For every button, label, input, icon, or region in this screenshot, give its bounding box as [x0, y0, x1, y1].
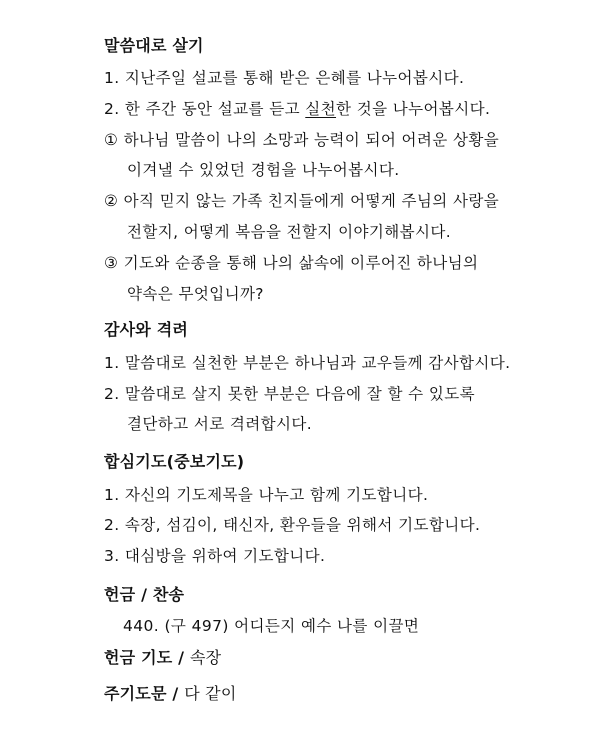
live-word-circle-3-line-1: ③ 기도와 순종을 통해 나의 삶속에 이루어진 하나님의 — [104, 254, 479, 272]
live-word-item-2 — [104, 99, 490, 119]
section-title-live-word: 말씀대로 살기 — [104, 36, 204, 55]
thanks-item-2-line-1: 2. 말씀대로 살지 못한 부분은 다음에 잘 할 수 있도록 — [104, 385, 475, 403]
live-word-circle-2-line-2: 전할지, 어떻게 복음을 전할지 이야기해봅시다. — [127, 223, 452, 241]
item2-underlined-word: 실천 — [305, 100, 337, 118]
live-word-circle-1-line-2: 이겨낼 수 있었던 경험을 나누어봅시다. — [127, 161, 400, 179]
section-title-lords-prayer — [104, 684, 236, 704]
section-title-offering-hymn: 헌금 / 찬송 — [104, 585, 185, 604]
section-title-thanks: 감사와 격려 — [104, 320, 189, 339]
hymn-number-and-title: 440. (구 497) 어디든지 예수 나를 이끌면 — [123, 617, 420, 635]
item2-text-before: 2. 한 주간 동안 설교를 듣고 — [104, 100, 306, 118]
section-title-offering-prayer — [104, 648, 221, 668]
thanks-item-1: 1. 말씀대로 실천한 부분은 하나님과 교우들께 감사합시다. — [104, 354, 511, 372]
offering-prayer-label: 헌금 기도 / — [104, 648, 190, 667]
prayer-item-1: 1. 자신의 기도제목을 나누고 함께 기도합니다. — [104, 486, 429, 504]
offering-prayer-leader: 속장 — [189, 648, 222, 667]
lords-prayer-label: 주기도문 / — [104, 684, 185, 703]
lords-prayer-participants: 다 같이 — [184, 684, 237, 703]
thanks-item-2-line-2: 결단하고 서로 격려합시다. — [127, 415, 313, 433]
item2-text-after: 한 것을 나누어봅시다. — [336, 100, 491, 118]
prayer-item-2: 2. 속장, 섬김이, 태신자, 환우들을 위해서 기도합니다. — [104, 516, 481, 534]
prayer-item-3: 3. 대심방을 위하여 기도합니다. — [104, 547, 326, 565]
section-title-prayer: 합심기도(중보기도) — [104, 452, 245, 471]
live-word-item-1: 1. 지난주일 설교를 통해 받은 은혜를 나누어봅시다. — [104, 69, 465, 87]
live-word-circle-3-line-2: 약속은 무엇입니까? — [127, 285, 264, 303]
live-word-circle-1-line-1: ① 하나님 말씀이 나의 소망과 능력이 되어 어려운 상황을 — [104, 131, 500, 149]
live-word-circle-2-line-1: ② 아직 믿지 않는 가족 친지들에게 어떻게 주님의 사랑을 — [104, 192, 500, 210]
